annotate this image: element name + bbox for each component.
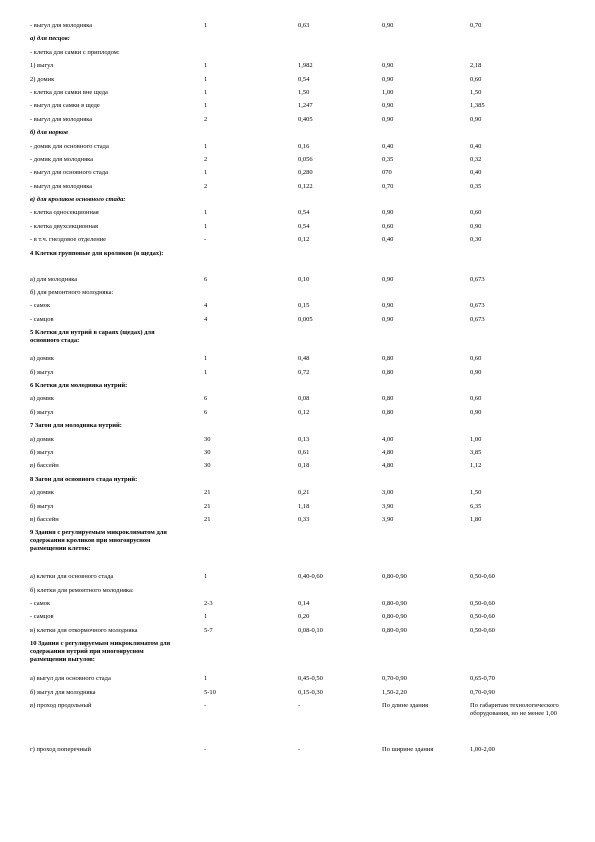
table-cell: 4 Клетки групповые для кроликов (в щедах): <box>30 249 164 257</box>
table-cell: 1) выгул <box>30 62 54 70</box>
table-cell: 0,90 <box>382 115 394 123</box>
table-row <box>30 476 560 489</box>
table-cell: 0,70 <box>470 22 482 29</box>
table-row <box>30 369 560 382</box>
table-row <box>30 316 560 329</box>
table-cell: 21 <box>204 515 211 523</box>
table-cell: 0,15-0,30 <box>298 688 323 696</box>
table-cell: 2) домик <box>30 75 55 83</box>
table-cell: - клетка односекционная <box>30 209 99 217</box>
table-cell: 0,80 <box>382 395 394 403</box>
table-cell: а) выгул для основного стада <box>30 675 111 683</box>
table-cell: 1 <box>204 355 208 363</box>
table-row <box>30 143 560 156</box>
table-cell: 0,54 <box>298 209 310 217</box>
table-cell: 0,16 <box>298 142 310 150</box>
table-cell: 2 <box>204 115 208 123</box>
table-cell: 30 <box>204 462 211 470</box>
table-cell: 0,80-0,90 <box>382 600 407 608</box>
table-row <box>30 250 560 276</box>
table-cell: 1 <box>204 142 208 150</box>
table-cell: 0,65-0,70 <box>470 675 495 683</box>
table-cell: 0,90 <box>382 302 394 310</box>
table-row <box>30 236 560 249</box>
table-cell: 1,247 <box>298 102 313 110</box>
table-cell: 0,08-0,10 <box>298 626 323 634</box>
table-cell: а) для песцов: <box>30 35 70 43</box>
table-cell: 0,50-0,60 <box>470 600 495 608</box>
table-cell: 0,80-0,90 <box>382 613 407 621</box>
table-row <box>30 129 560 142</box>
table-cell: - выгул для молодняка <box>30 115 93 123</box>
table-cell: 0,72 <box>298 368 310 376</box>
table-cell: а) домик <box>30 435 54 443</box>
table-cell: 1 <box>204 75 208 83</box>
table-row <box>30 22 560 35</box>
table-cell: По габаритам технологического оборудования, но не менее 1,00 <box>470 702 559 718</box>
table-cell: 3,85 <box>470 448 482 456</box>
table-cell: 0,61 <box>298 448 310 456</box>
table-cell: 0,21 <box>298 489 310 497</box>
table-cell: 0,90 <box>382 75 394 83</box>
table-cell: 0,40 <box>382 236 394 244</box>
table-cell: 0,35 <box>382 155 394 163</box>
table-cell: 0,13 <box>298 435 310 443</box>
table-cell: 1,50 <box>298 88 310 96</box>
table-cell: 6,35 <box>470 502 482 510</box>
table-cell: - выгул для самки в щеде <box>30 102 100 110</box>
table-row <box>30 276 560 289</box>
table-cell: 2 <box>204 155 208 163</box>
table-cell: - выгул для основного стада <box>30 169 108 177</box>
table-cell: 0,54 <box>298 222 310 230</box>
table-cell: 0,40 <box>470 142 482 150</box>
table-row <box>30 35 560 48</box>
table-cell: 0,673 <box>470 275 485 283</box>
table-cell: - клетка двухсекционная <box>30 222 98 230</box>
table-cell: - в т.ч. гнездовое отделение <box>30 236 107 244</box>
table-cell: 0,15 <box>298 302 310 310</box>
table-cell: 0,90 <box>470 222 482 230</box>
table-row <box>30 573 560 586</box>
table-cell: б) для ремонтного молодняка: <box>30 289 114 297</box>
table-row <box>30 302 560 315</box>
table-row <box>30 382 560 395</box>
table-cell: По ширине здания <box>382 746 434 754</box>
table-cell: 1,18 <box>298 502 310 510</box>
table-cell: 8 Загон для основного стада нутрий: <box>30 475 138 483</box>
table-row <box>30 702 560 746</box>
table-cell: в) бассейн <box>30 462 59 470</box>
table-cell: 1 <box>204 169 208 177</box>
table-cell: 0,60 <box>382 222 394 230</box>
table-cell: 0,60 <box>470 395 482 403</box>
table-cell: 6 <box>204 395 208 403</box>
table-cell: 5 Клетки для нутрий в сараях (щедах) для основного стада: <box>30 329 155 345</box>
table-cell: 2-3 <box>204 600 213 608</box>
table <box>30 22 560 759</box>
table-cell: 0,90 <box>470 408 482 416</box>
table-cell: 0,056 <box>298 155 313 163</box>
table-cell: 0,14 <box>298 600 310 608</box>
table-row <box>30 116 560 129</box>
table-cell: 1,12 <box>470 462 482 470</box>
table-cell: - <box>298 702 301 710</box>
table-cell: 0,70-0,90 <box>382 675 407 683</box>
table-cell: 1,385 <box>470 102 485 110</box>
table-cell: 0,08 <box>298 395 310 403</box>
table-cell: 1,00 <box>382 88 394 96</box>
table-row <box>30 183 560 196</box>
table-cell: 0,122 <box>298 182 313 190</box>
table-row <box>30 489 560 502</box>
table-row <box>30 395 560 408</box>
table-row <box>30 355 560 368</box>
table-cell: а) домик <box>30 489 54 497</box>
table-row <box>30 89 560 102</box>
table-cell: 0,30 <box>470 236 482 244</box>
table-cell: 0,60 <box>470 75 482 83</box>
table-cell: - домик для основного стада <box>30 142 109 150</box>
table-row <box>30 462 560 475</box>
table-row <box>30 49 560 62</box>
table-cell: 4,80 <box>382 448 394 456</box>
table-cell: 1 <box>204 102 208 110</box>
table-cell: 21 <box>204 489 211 497</box>
table-cell: - <box>204 702 207 710</box>
table-cell: 1,00-2,00 <box>470 746 495 754</box>
table-cell: 6 <box>204 275 208 283</box>
table-cell: 0,12 <box>298 236 310 244</box>
table-cell: 0,80 <box>382 408 394 416</box>
table-cell: а) для молодняка <box>30 275 78 283</box>
table-cell: 4 <box>204 302 208 310</box>
table-cell: 6 <box>204 408 208 416</box>
table-cell: 0,12 <box>298 408 310 416</box>
table-row <box>30 102 560 115</box>
table-row <box>30 169 560 182</box>
table-cell: 5-7 <box>204 626 213 634</box>
table-cell: 0,90 <box>382 209 394 217</box>
table-cell: - клетка для самки вне щеда <box>30 88 108 96</box>
table-cell: 0,80 <box>382 368 394 376</box>
table-cell: 2,18 <box>470 62 482 70</box>
table-row <box>30 675 560 688</box>
table-cell: г) проход поперечный <box>30 746 91 754</box>
table-row <box>30 62 560 75</box>
table-cell: 0,673 <box>470 302 485 310</box>
table-cell: 070 <box>382 169 392 177</box>
table-cell: 0,48 <box>298 355 310 363</box>
table-cell: 7 Загон для молодняка нутрий: <box>30 422 122 430</box>
table-cell: 0,90 <box>382 22 394 29</box>
table-cell: 0,10 <box>298 275 310 283</box>
table-cell: 0,40 <box>470 169 482 177</box>
table-cell: 1,00 <box>470 435 482 443</box>
table-cell: 0,50-0,60 <box>470 573 495 581</box>
table-cell: 1,50 <box>470 489 482 497</box>
table-cell: 0,90 <box>382 315 394 323</box>
table-cell: 4,00 <box>382 435 394 443</box>
table-cell: 1 <box>204 222 208 230</box>
table-cell: а) домик <box>30 355 54 363</box>
table-row <box>30 627 560 640</box>
table-cell: 1 <box>204 22 208 29</box>
table-cell: 0,70 <box>382 182 394 190</box>
table-row <box>30 503 560 516</box>
table-cell: 0,80-0,90 <box>382 626 407 634</box>
table-cell: 1 <box>204 209 208 217</box>
table-cell: в) клетки для откормочного молодняка <box>30 626 138 634</box>
table-row <box>30 196 560 209</box>
table-cell: 0,63 <box>298 22 310 29</box>
table-row <box>30 76 560 89</box>
table-cell: 0,80-0,90 <box>382 573 407 581</box>
table-cell: 3,00 <box>382 489 394 497</box>
table-cell: а) домик <box>30 395 54 403</box>
table-cell: 6 Клетки для молодняка нутрий: <box>30 381 128 389</box>
table-cell: б) выгул <box>30 408 54 416</box>
table-cell: б) выгул <box>30 448 54 456</box>
table-cell: 3,90 <box>382 515 394 523</box>
table-cell: 0,005 <box>298 315 313 323</box>
table-row <box>30 436 560 449</box>
table-cell: 1,50 <box>470 88 482 96</box>
table-cell: б) клетки для ремонтного молодняка: <box>30 586 134 594</box>
table-row <box>30 289 560 302</box>
table-row <box>30 746 560 759</box>
table-cell: б) выгул <box>30 368 54 376</box>
table-cell: 0,50-0,60 <box>470 613 495 621</box>
table-cell: 2 <box>204 182 208 190</box>
table-cell: 0,60 <box>470 209 482 217</box>
table-row <box>30 422 560 435</box>
table-cell: 4 <box>204 315 208 323</box>
table-cell: 30 <box>204 435 211 443</box>
table-cell: - домик для молодняка <box>30 155 94 163</box>
table-cell: в) проход продольный <box>30 702 92 710</box>
table-cell: 0,90 <box>470 115 482 123</box>
table-cell: 1 <box>204 675 208 683</box>
table-cell: 0,20 <box>298 613 310 621</box>
table-cell: 0,18 <box>298 462 310 470</box>
table-cell: 0,90 <box>382 62 394 70</box>
table-cell: 0,80 <box>382 355 394 363</box>
table-cell: 10 Здания с регулируемым микроклиматом для содержания нутрий при многоярусном размещении выгулов: <box>30 640 171 664</box>
table-cell: 0,90 <box>470 368 482 376</box>
table-row <box>30 329 560 355</box>
table-cell: - самцов <box>30 613 54 621</box>
table-cell: 0,35 <box>470 182 482 190</box>
table-cell: 1 <box>204 368 208 376</box>
table-row <box>30 689 560 702</box>
table-row <box>30 156 560 169</box>
table-cell: 0,90 <box>382 102 394 110</box>
table-cell: 1 <box>204 573 208 581</box>
table-cell: 0,90 <box>382 275 394 283</box>
table-cell: 4,80 <box>382 462 394 470</box>
table-cell: 0,54 <box>298 75 310 83</box>
table-cell: - самцов <box>30 315 54 323</box>
table-cell: 9 Здания с регулируемым микроклиматом для содержания кроликов при многоярусном размещении клеток: <box>30 529 167 553</box>
table-row <box>30 516 560 529</box>
table-cell: 0,60 <box>470 355 482 363</box>
table-cell: 0,50-0,60 <box>470 626 495 634</box>
table-row <box>30 529 560 573</box>
table-cell: По длине здания <box>382 702 429 710</box>
table-cell: а) клетки для основного стада <box>30 573 114 581</box>
table-cell: 1,982 <box>298 62 313 70</box>
table-cell: 0,70-0,90 <box>470 688 495 696</box>
table-cell: 0,280 <box>298 169 313 177</box>
table-cell: в) бассейн <box>30 515 59 523</box>
table-row <box>30 449 560 462</box>
table-cell: б) для норков <box>30 129 68 137</box>
table-cell: 30 <box>204 448 211 456</box>
table-cell: 0,40 <box>382 142 394 150</box>
table-row <box>30 600 560 613</box>
table-cell: 3,90 <box>382 502 394 510</box>
table-row <box>30 209 560 222</box>
table-cell: 0,405 <box>298 115 313 123</box>
table-cell: - самок <box>30 302 51 310</box>
table-row <box>30 640 560 675</box>
table-cell: - выгул для молодняка <box>30 182 93 190</box>
table-cell: 0,45-0,50 <box>298 675 323 683</box>
table-row <box>30 223 560 236</box>
table-cell: 1,80 <box>470 515 482 523</box>
table-cell: 1,50-2,20 <box>382 688 407 696</box>
table-cell: б) выгул для молодняка <box>30 688 96 696</box>
table-cell: 21 <box>204 502 211 510</box>
table-cell: в) для кроликов основного стада: <box>30 196 126 204</box>
table-cell: 1 <box>204 613 208 621</box>
table-cell: - выгул для молодняка <box>30 22 93 29</box>
table-cell: 0,33 <box>298 515 310 523</box>
table-cell: - <box>204 236 207 244</box>
table-cell: б) выгул <box>30 502 54 510</box>
table-cell: 1 <box>204 62 208 70</box>
table-cell: 1 <box>204 88 208 96</box>
table-cell: - <box>204 746 207 754</box>
table-cell: 0,40-0,60 <box>298 573 323 581</box>
table-row <box>30 613 560 626</box>
table-row <box>30 409 560 422</box>
table-row <box>30 587 560 600</box>
table-cell: - самок <box>30 600 51 608</box>
table-cell: 0,32 <box>470 155 482 163</box>
table-cell: 0,673 <box>470 315 485 323</box>
table-cell: - <box>298 746 301 754</box>
table-cell: 5-10 <box>204 688 216 696</box>
table-cell: - клетка для самки с приплодом: <box>30 48 120 56</box>
